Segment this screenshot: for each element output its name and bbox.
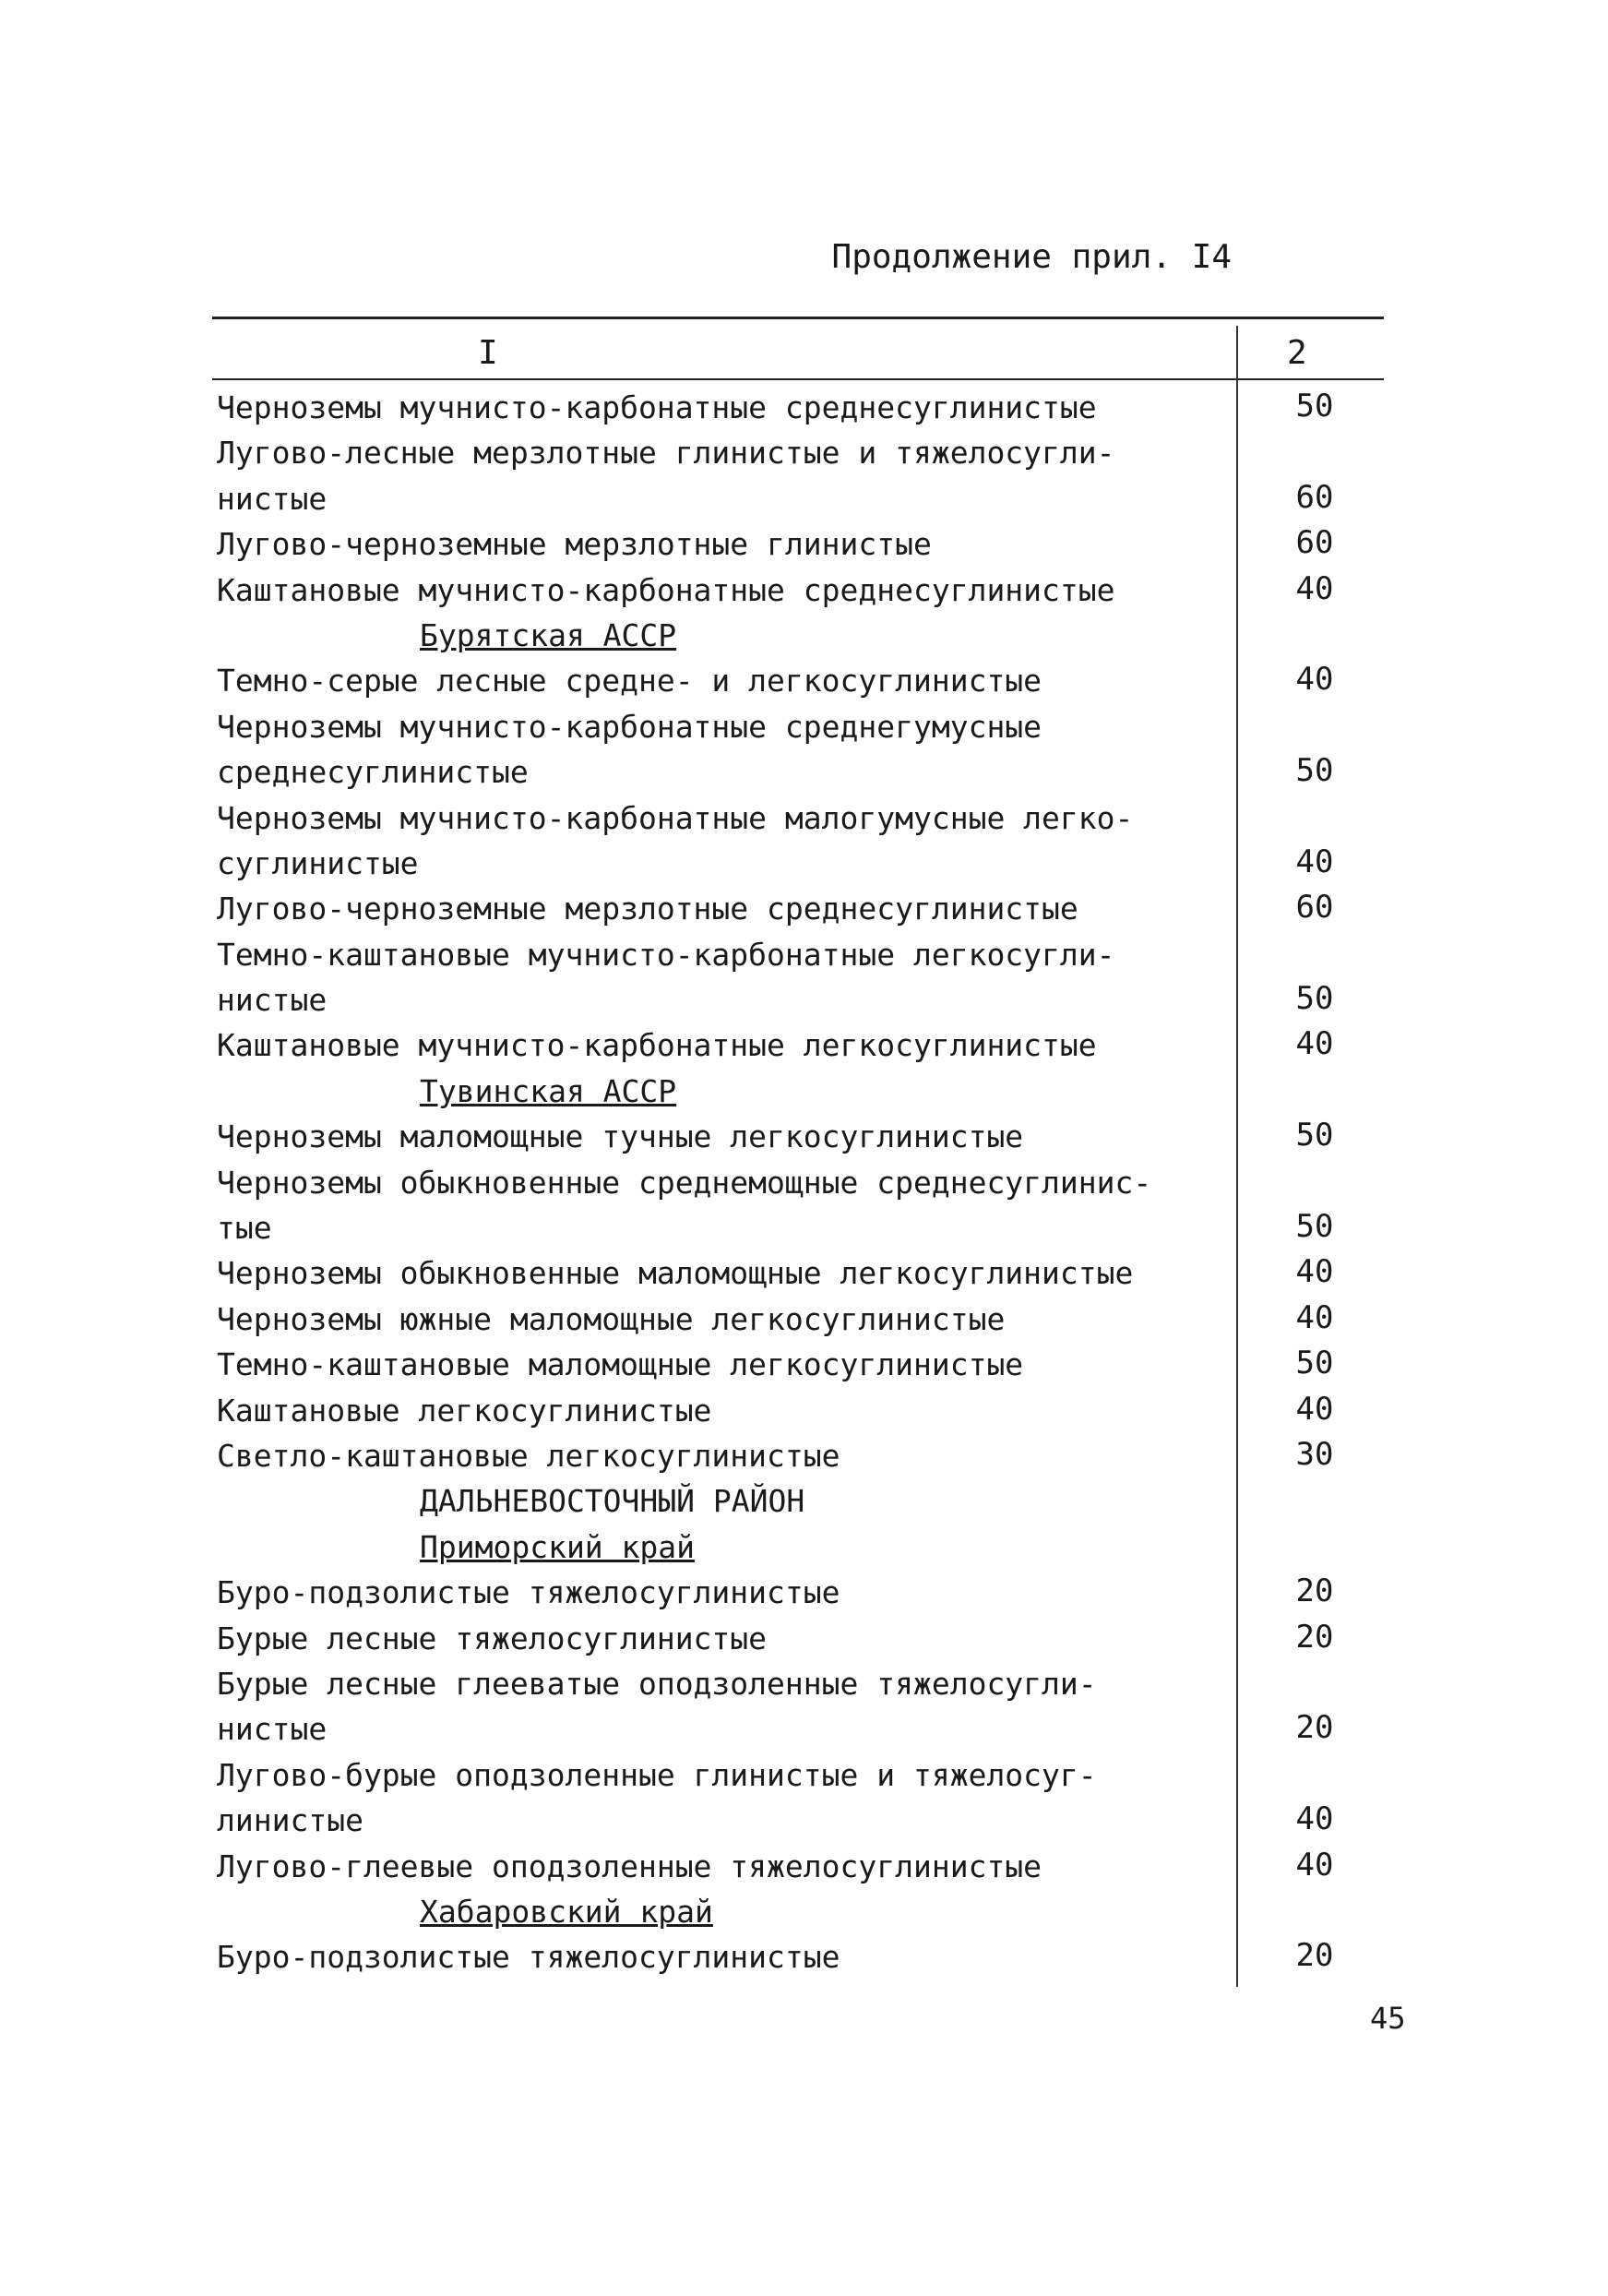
table-row [217, 1430, 1384, 1476]
table-row [217, 1931, 1384, 1977]
soil-name: Черноземы маломощные тучные легкосуглинистые [217, 1118, 1024, 1155]
table-row [217, 1704, 1384, 1749]
section-heading-text: Тувинская АССР [420, 1072, 677, 1109]
soil-name: Буро-подзолистые тяжелосуглинистые [217, 1939, 840, 1976]
column-2-header: 2 [1287, 334, 1307, 372]
soil-name: Лугово-глеевые оподзоленные тяжелосуглинистые [217, 1848, 1042, 1884]
soil-value: 20 [1295, 1937, 1334, 1975]
table-row [217, 1841, 1384, 1886]
soil-value: 60 [1295, 889, 1334, 927]
soil-name: Каштановые мучнисто-карбонатные легкосуглинистые [217, 1027, 1097, 1064]
table-row [217, 1385, 1384, 1430]
soil-name: среднесуглинистые [217, 754, 529, 791]
soil-name: Каштановые легкосуглинистые [217, 1392, 712, 1429]
section-heading-text: Приморский край [420, 1528, 696, 1565]
table-row [217, 793, 1384, 838]
soil-value: 50 [1295, 1345, 1334, 1382]
soil-value: 40 [1295, 1253, 1334, 1291]
soil-value: 60 [1295, 524, 1334, 562]
table-row [217, 565, 1384, 610]
table-row [217, 382, 1384, 427]
soil-name: суглинистые [217, 844, 419, 881]
soil-name: Черноземы южные маломощные легкосуглинистые [217, 1300, 1006, 1337]
column-1-header: I [478, 334, 498, 372]
soil-name: Буро-подзолистые тяжелосуглинистые [217, 1574, 840, 1611]
soil-value: 30 [1295, 1435, 1334, 1473]
soil-name: Черноземы мучнисто-карбонатные малогумусные легко- [217, 799, 1134, 836]
table-row [217, 1111, 1384, 1156]
table-row [217, 1750, 1384, 1795]
table-row [217, 473, 1384, 519]
soil-name: Темно-каштановые маломощные легкосуглинистые [217, 1346, 1024, 1383]
soil-value: 60 [1295, 478, 1334, 516]
section-heading-text: Бурятская АССР [420, 616, 677, 653]
soil-value: 40 [1295, 1390, 1334, 1428]
soil-name: Темно-серые лесные средне- и легкосуглинистые [217, 663, 1042, 700]
soil-name: тые [217, 1210, 272, 1247]
soil-name: линистые [217, 1802, 363, 1839]
section-heading [217, 1066, 1384, 1111]
table-row [217, 975, 1384, 1020]
table-row [217, 655, 1384, 700]
soil-name: Светло-каштановые легкосуглинистые [217, 1437, 840, 1474]
section-heading [217, 1886, 1384, 1931]
table-row [217, 747, 1384, 792]
soil-value: 50 [1295, 752, 1334, 790]
soil-value: 50 [1295, 1117, 1334, 1154]
table-row [217, 519, 1384, 564]
soil-value: 50 [1295, 388, 1334, 425]
page-title: Продолжение прил. I4 [831, 238, 1232, 276]
table-row [217, 1658, 1384, 1704]
page-number: 45 [1370, 2001, 1406, 2036]
table-header-rule [212, 378, 1384, 380]
soil-value: 40 [1295, 1025, 1334, 1063]
soil-value: 40 [1295, 661, 1334, 699]
soil-value: 40 [1295, 1846, 1334, 1883]
soil-name: Черноземы обыкновенные среднемощные среднесуглинис- [217, 1164, 1152, 1201]
soil-name: Черноземы обыкновенные маломощные легкосуглинистые [217, 1255, 1134, 1292]
soil-name: Бурые лесные тяжелосуглинистые [217, 1620, 768, 1656]
table-row [217, 1795, 1384, 1840]
soil-name: Лугово-черноземные мерзлотные среднесуглинистые [217, 891, 1078, 927]
table-row [217, 1567, 1384, 1612]
table-row [217, 701, 1384, 747]
table-row [217, 1294, 1384, 1339]
table-row [217, 1202, 1384, 1248]
soil-name: нистые [217, 480, 328, 517]
soil-value: 20 [1295, 1618, 1334, 1656]
soil-name: Черноземы мучнисто-карбонатные среднегумусные [217, 708, 1042, 745]
soil-value: 50 [1295, 980, 1334, 1018]
soil-value: 20 [1295, 1709, 1334, 1747]
section-heading-text: Хабаровский край [420, 1893, 713, 1930]
table-row [217, 883, 1384, 928]
soil-name: Темно-каштановые мучнисто-карбонатные легкосугли- [217, 936, 1115, 973]
table-row [217, 1157, 1384, 1202]
table-row [217, 1613, 1384, 1658]
table-row [217, 427, 1384, 472]
table-body [217, 382, 1384, 1978]
soil-value: 40 [1295, 569, 1334, 607]
section-heading [217, 1476, 1384, 1521]
soil-name: нистые [217, 982, 328, 1019]
soil-value: 50 [1295, 1208, 1334, 1246]
soil-name: Черноземы мучнисто-карбонатные среднесуглинистые [217, 389, 1097, 425]
table-row [217, 1020, 1384, 1065]
section-heading [217, 1522, 1384, 1567]
soil-name: Каштановые мучнисто-карбонатные среднесуглинистые [217, 571, 1115, 608]
soil-name: Бурые лесные глееватые оподзоленные тяжелосугли- [217, 1665, 1097, 1702]
soil-value: 40 [1295, 843, 1334, 880]
soil-name: Лугово-черноземные мерзлотные глинистые [217, 526, 932, 563]
section-heading-text: ДАЛЬНЕВОСТОЧНЫЙ РАЙОН [420, 1483, 805, 1520]
soil-name: Лугово-лесные мерзлотные глинистые и тяжелосугли- [217, 435, 1115, 472]
table-row [217, 1339, 1384, 1384]
table-row [217, 1248, 1384, 1293]
soil-name: Лугово-бурые оподзоленные глинистые и тяжелосуг- [217, 1756, 1097, 1793]
soil-value: 40 [1295, 1800, 1334, 1838]
soil-name: нистые [217, 1711, 328, 1748]
table-row [217, 929, 1384, 975]
soil-value: 40 [1295, 1298, 1334, 1336]
soil-value: 20 [1295, 1573, 1334, 1610]
table-row [217, 838, 1384, 883]
section-heading [217, 610, 1384, 655]
table-top-rule [212, 317, 1384, 319]
